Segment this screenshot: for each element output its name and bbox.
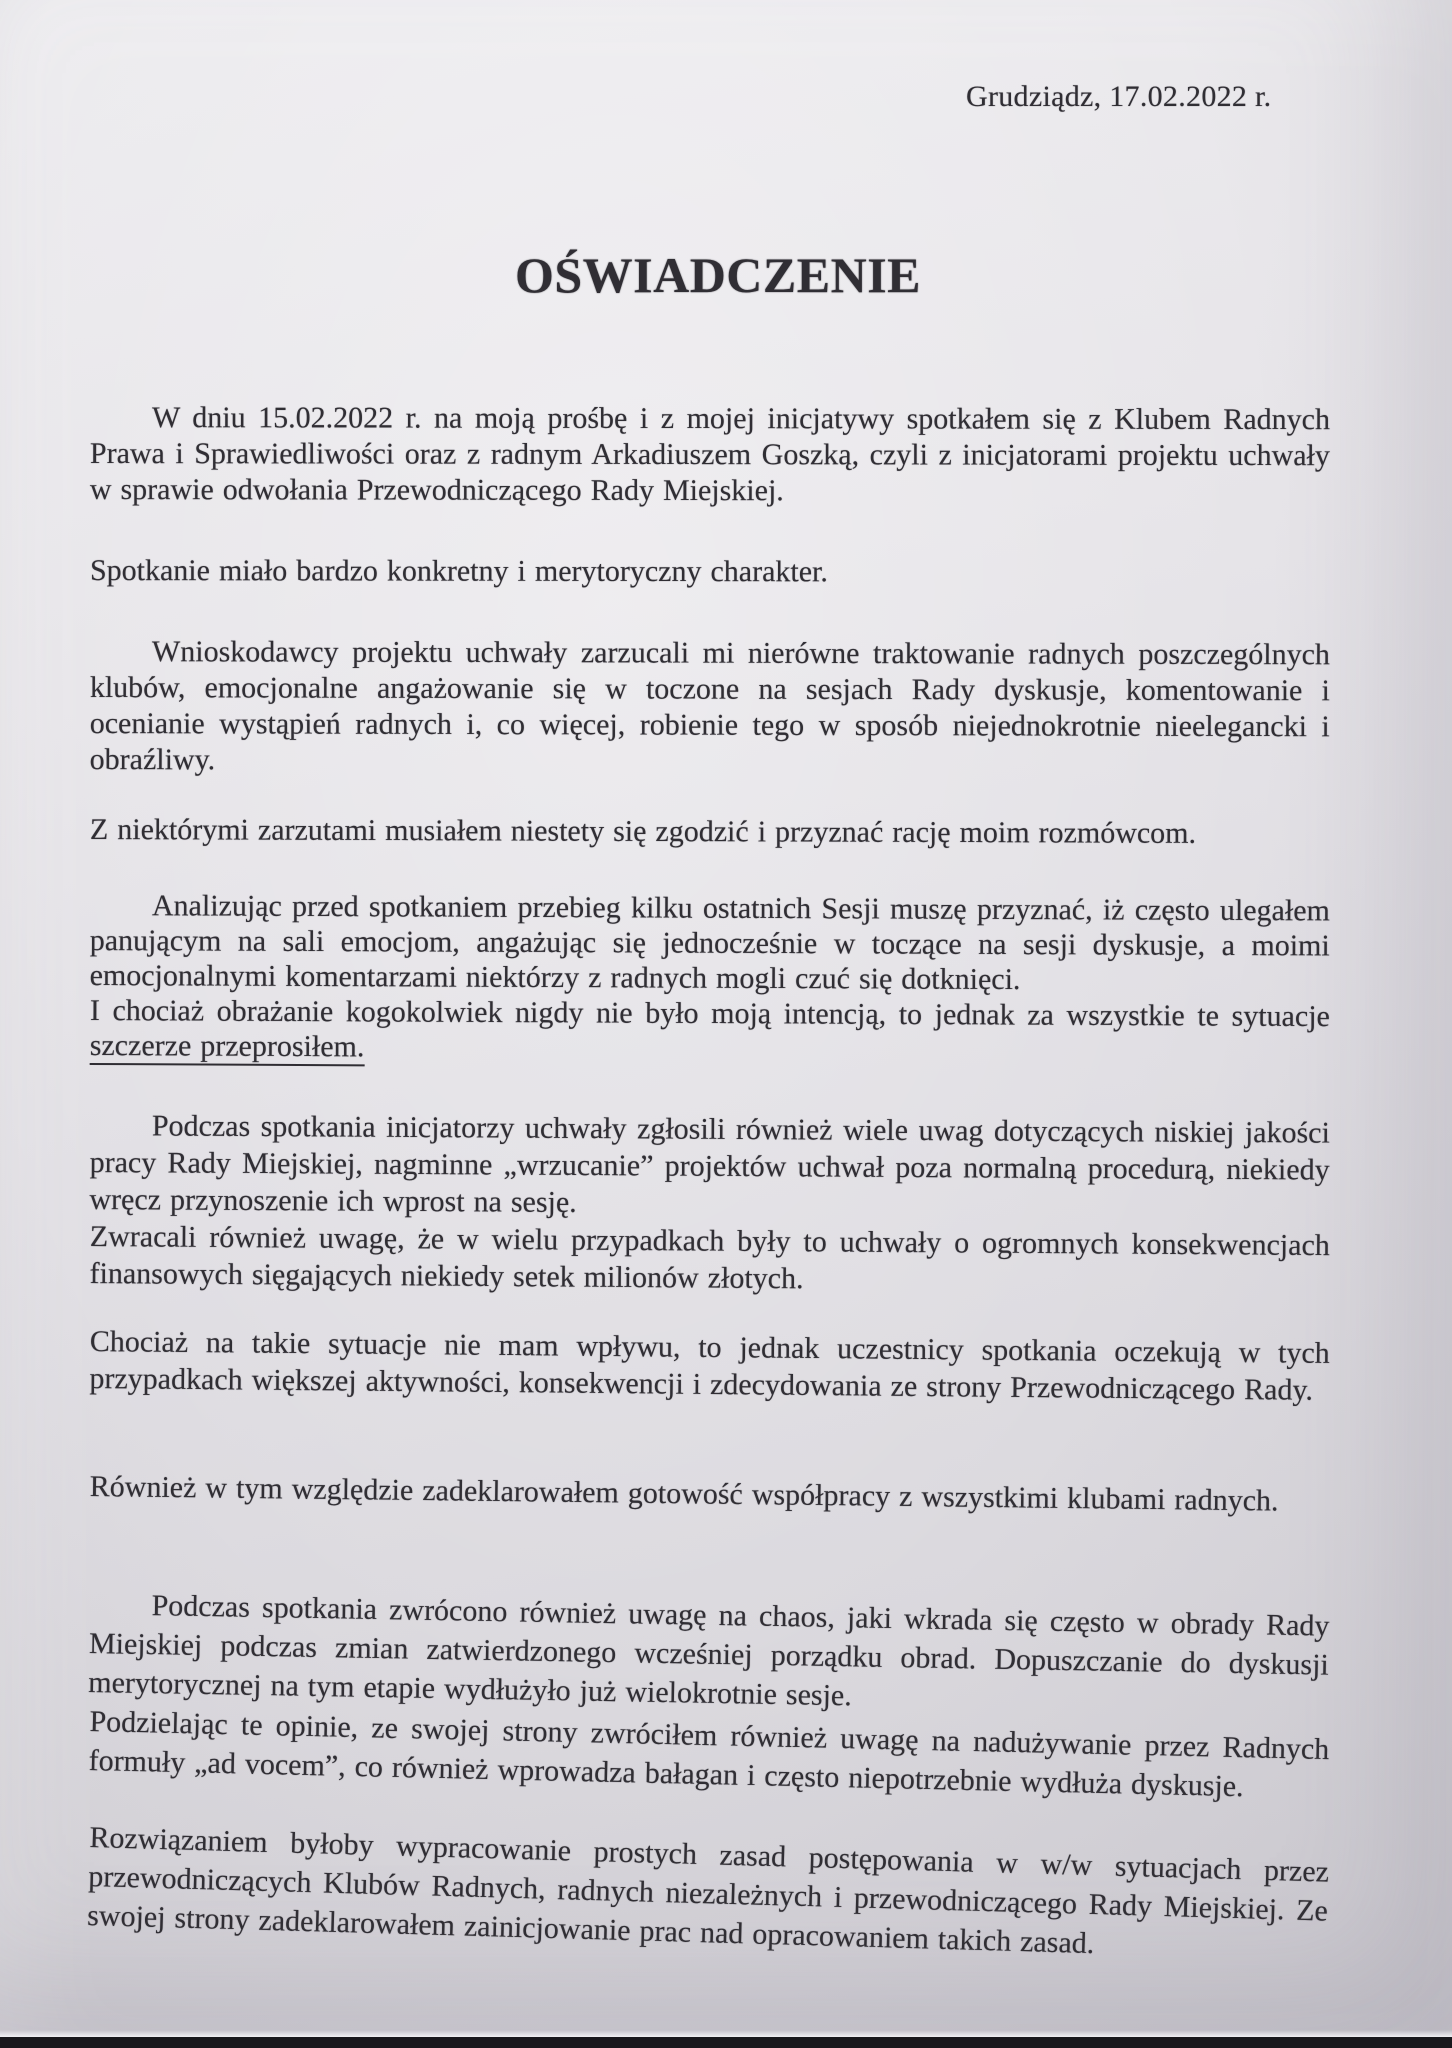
paragraph-accusations: Wnioskodawcy projektu uchwały zarzucali mi nierówne traktowanie radnych poszczególnych klubów, emocjonalne angażowanie się w toczone na sesjach Rady dyskusje, komentowanie i ocenianie wystąpień radnych i, co więcej, robienie tego w sposób niejednokrotnie nieelegancki i obraźliwy.: [89, 635, 1330, 777]
underlined-text: szczerze przeprosiłem.: [90, 1029, 365, 1066]
paragraph-financial-consequences: Zwracali również uwagę, że w wielu przypadkach były to uchwały o ogromnych konsekwencjach finansowych sięgających niekiedy setek milionów złotych.: [89, 1220, 1330, 1296]
paragraph-meeting-character: Spotkanie miało bardzo konkretny i merytoryczny charakter.: [89, 554, 828, 589]
paragraph-meeting-intro: W dniu 15.02.2022 r. na moją prośbę i z mojej inicjatywy spotkałem się z Klubem Radnych Prawa i Sprawiedliwości oraz z radnym Arkadiuszem Goszką, czyli z inicjatorami projektu uchwały w sprawie odwołania Przewodniczącego Rady Miejskiej.: [89, 401, 1330, 508]
date-line: Grudziądz, 17.02.2022 r.: [966, 80, 1272, 113]
paragraph-self-analysis: Analizując przed spotkaniem przebieg kilku ostatnich Sesji muszę przyznać, iż często ulegałem panującym na sali emocjom, angażując się jednocześnie w toczące na sesji dyskusje, a moimi emocjonalnymi komentarzami niektórzy z radnych mogli czuć się dotknięci.: [89, 889, 1330, 997]
photo-bottom-edge: [0, 2037, 1452, 2048]
paragraph-cooperation-declaration: Również w tym względzie zadeklarowałem gotowość współpracy z wszystkimi klubami radnych.: [89, 1469, 1279, 1518]
paragraph-ad-vocem: Podzielając te opinie, ze swojej strony zwróciłem również uwagę na nadużywanie przez Radnych formuły „ad vocem”, co również wprowadza bałagan i często niepotrzebnie wydłuża dyskusje.: [88, 1704, 1330, 1804]
photo-bottom-light-strip: [0, 2030, 1452, 2037]
paragraph-admission: Z niektórymi zarzutami musiałem niestety się zgodzić i przyznać rację moim rozmówcom.: [89, 813, 1197, 850]
document-title: OŚWIADCZENIE: [514, 247, 922, 303]
paragraph-expectations: Chociaż na takie sytuacje nie mam wpływu, to jednak uczestnicy spotkania oczekują w tych przypadkach większej aktywności, konsekwencji i zdecydowania ze strony Przewodniczącego Rady.: [89, 1324, 1330, 1407]
paragraph-chaos-remarks: Podczas spotkania zwrócono również uwagę na chaos, jaki wkrada się często w obrady Rady Miejskiej podczas zmian zatwierdzonego wcześniej porządku obrad. Dopuszczanie do dyskusji merytorycznej na tym etapie wydłużyło już wielokrotnie sesje.: [88, 1589, 1330, 1713]
apology-text: I chociaż obrażanie kogokolwiek nigdy nie było moją intencją, to jednak za wszystkie te sytuacje: [89, 994, 1330, 1034]
paragraph-apology: [90, 993, 1330, 1069]
paragraph-council-quality-remarks: Podczas spotkania inicjatorzy uchwały zgłosili również wiele uwag dotyczących niskiej jakości pracy Rady Miejskiej, nagminne „wrzucanie” projektów uchwał poza normalną procedurą, niekiedy wręcz przynoszenie ich wprost na sesję.: [89, 1109, 1330, 1219]
paragraph-solution: Rozwiązaniem byłoby wypracowanie prostych zasad postępowania w w/w sytuacjach przez przewodniczących Klubów Radnych, radnych niezależnych i przewodniczącego Rady Miejskiej. Ze swojej strony zadeklarowałem zainicjowanie prac nad opracowaniem takich zasad.: [86, 1820, 1330, 1961]
